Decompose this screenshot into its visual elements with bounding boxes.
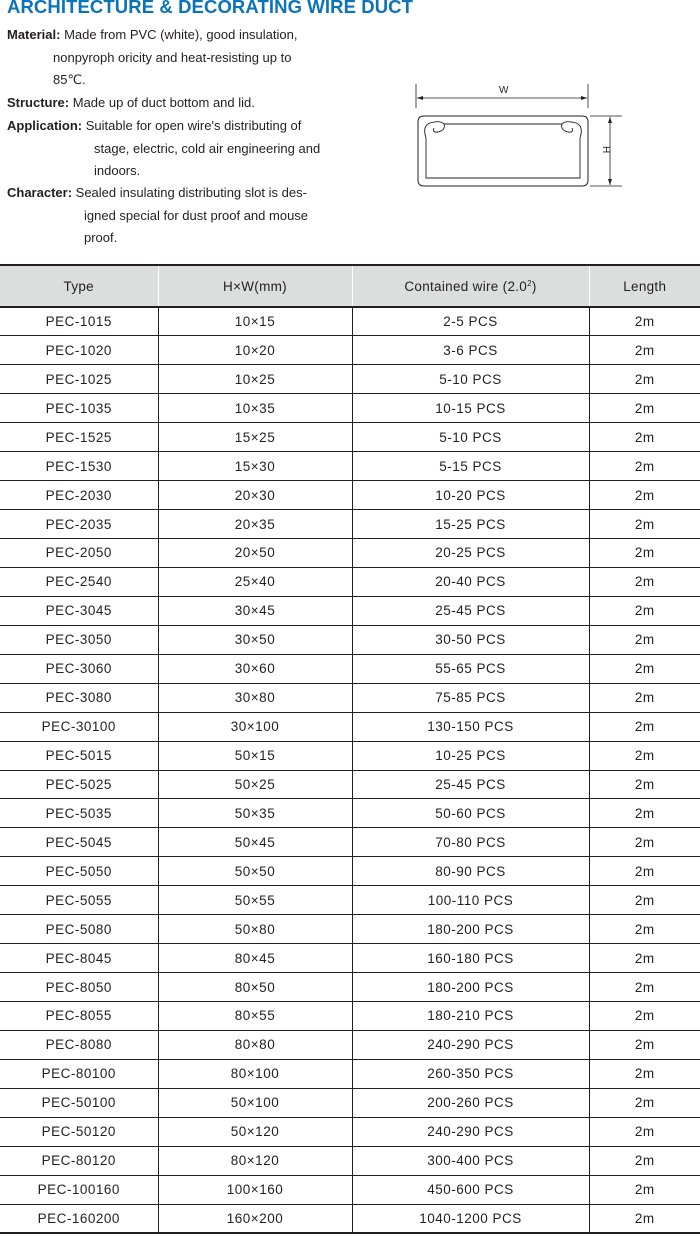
cell-length: 2m [589, 683, 700, 712]
cell-contained-wire: 5-10 PCS [352, 423, 589, 452]
cell-type: PEC-5015 [0, 741, 158, 770]
table-row [0, 596, 700, 625]
cell-contained-wire: 5-15 PCS [352, 452, 589, 481]
spec-character-label: Character: [7, 185, 73, 200]
spec-application-line-1: Suitable for open wire's distributing of [85, 118, 302, 133]
cell-contained-wire: 1040-1200 PCS [352, 1204, 589, 1233]
cell-contained-wire: 25-45 PCS [352, 596, 589, 625]
table-row [0, 1088, 700, 1117]
cell-length: 2m [589, 307, 700, 336]
cell-type: PEC-5035 [0, 799, 158, 828]
spec-application-line-3: indoors. [94, 163, 141, 178]
spec-character-line-2: igned special for dust proof and mouse [84, 207, 309, 223]
cell-contained-wire: 300-400 PCS [352, 1146, 589, 1175]
cell-contained-wire: 3-6 PCS [352, 336, 589, 365]
cell-type: PEC-5050 [0, 857, 158, 886]
table-row [0, 567, 700, 596]
cell-hw: 30×60 [158, 654, 352, 683]
cell-type: PEC-50100 [0, 1088, 158, 1117]
cell-hw: 80×50 [158, 973, 352, 1002]
cell-type: PEC-3080 [0, 683, 158, 712]
table-body [0, 307, 700, 1233]
table-row [0, 1175, 700, 1204]
cell-length: 2m [589, 625, 700, 654]
cell-length: 2m [589, 539, 700, 568]
cell-type: PEC-1020 [0, 336, 158, 365]
cell-type: PEC-3060 [0, 654, 158, 683]
cell-type: PEC-3045 [0, 596, 158, 625]
cell-hw: 50×55 [158, 886, 352, 915]
cell-length: 2m [589, 596, 700, 625]
cell-type: PEC-1035 [0, 394, 158, 423]
cell-contained-wire: 180-200 PCS [352, 915, 589, 944]
table-row [0, 1146, 700, 1175]
table-row [0, 944, 700, 973]
spec-material-line-1: Made from PVC (white), good insulation, [64, 27, 298, 42]
spec-material-line-2: nonpyroph oricity and heat-resisting up to [53, 49, 292, 65]
spec-structure [7, 92, 255, 115]
table-row [0, 394, 700, 423]
cell-type: PEC-2540 [0, 567, 158, 596]
table-row [0, 481, 700, 510]
spec-material [7, 24, 297, 92]
cell-contained-wire: 20-40 PCS [352, 567, 589, 596]
cell-hw: 25×40 [158, 567, 352, 596]
cell-length: 2m [589, 567, 700, 596]
cell-type: PEC-5025 [0, 770, 158, 799]
spec-application-line-2: stage, electric, cold air engineering and [94, 140, 321, 156]
cell-hw: 80×80 [158, 1030, 352, 1059]
table-row [0, 857, 700, 886]
cell-contained-wire: 10-25 PCS [352, 741, 589, 770]
cell-type: PEC-1525 [0, 423, 158, 452]
spec-character [7, 182, 308, 250]
cell-contained-wire: 450-600 PCS [352, 1175, 589, 1204]
page-title: ARCHITECTURE & DECORATING WIRE DUCT [7, 0, 414, 17]
table-header-row [0, 265, 700, 307]
table-row [0, 452, 700, 481]
cell-contained-wire: 160-180 PCS [352, 944, 589, 973]
cell-hw: 30×80 [158, 683, 352, 712]
spec-application [7, 115, 320, 183]
cell-hw: 160×200 [158, 1204, 352, 1233]
cell-type: PEC-8050 [0, 973, 158, 1002]
cell-contained-wire: 200-260 PCS [352, 1088, 589, 1117]
cell-length: 2m [589, 510, 700, 539]
cell-hw: 30×50 [158, 625, 352, 654]
cell-length: 2m [589, 394, 700, 423]
table-row [0, 1204, 700, 1233]
cell-length: 2m [589, 799, 700, 828]
table-row [0, 683, 700, 712]
spec-character-line-1: Sealed insulating distributing slot is des- [75, 185, 307, 200]
table-row [0, 654, 700, 683]
cell-length: 2m [589, 1002, 700, 1031]
cell-type: PEC-1025 [0, 365, 158, 394]
spec-structure-label: Structure: [7, 95, 70, 110]
cell-contained-wire: 10-20 PCS [352, 481, 589, 510]
cell-hw: 15×30 [158, 452, 352, 481]
spec-character-line-3: proof. [84, 230, 118, 245]
cell-hw: 30×45 [158, 596, 352, 625]
cell-contained-wire: 5-10 PCS [352, 365, 589, 394]
cell-type: PEC-1015 [0, 307, 158, 336]
cell-type: PEC-5045 [0, 828, 158, 857]
cell-length: 2m [589, 423, 700, 452]
cell-hw: 20×30 [158, 481, 352, 510]
table-row [0, 799, 700, 828]
cell-hw: 30×100 [158, 712, 352, 741]
cell-length: 2m [589, 828, 700, 857]
cell-length: 2m [589, 1059, 700, 1088]
cell-contained-wire: 130-150 PCS [352, 712, 589, 741]
cell-length: 2m [589, 944, 700, 973]
cell-hw: 10×15 [158, 307, 352, 336]
cell-hw: 50×100 [158, 1088, 352, 1117]
table-row [0, 1117, 700, 1146]
cell-type: PEC-100160 [0, 1175, 158, 1204]
duct-cross-section-diagram [404, 78, 626, 190]
cell-type: PEC-8055 [0, 1002, 158, 1031]
cell-type: PEC-30100 [0, 712, 158, 741]
table-row [0, 1030, 700, 1059]
cell-hw: 20×50 [158, 539, 352, 568]
cell-type: PEC-1530 [0, 452, 158, 481]
table-row [0, 423, 700, 452]
cell-length: 2m [589, 1175, 700, 1204]
cell-contained-wire: 30-50 PCS [352, 625, 589, 654]
cell-type: PEC-50120 [0, 1117, 158, 1146]
cell-length: 2m [589, 857, 700, 886]
cell-hw: 80×100 [158, 1059, 352, 1088]
table-row [0, 365, 700, 394]
cell-hw: 50×120 [158, 1117, 352, 1146]
cell-type: PEC-160200 [0, 1204, 158, 1233]
cell-contained-wire: 260-350 PCS [352, 1059, 589, 1088]
spec-material-label: Material: [7, 27, 61, 42]
cell-type: PEC-5055 [0, 886, 158, 915]
specification-table [0, 264, 700, 1234]
cell-hw: 80×120 [158, 1146, 352, 1175]
cell-length: 2m [589, 915, 700, 944]
cell-hw: 10×25 [158, 365, 352, 394]
cell-contained-wire: 240-290 PCS [352, 1030, 589, 1059]
cell-hw: 20×35 [158, 510, 352, 539]
cell-length: 2m [589, 1146, 700, 1175]
cell-length: 2m [589, 886, 700, 915]
table-row [0, 770, 700, 799]
cell-contained-wire: 2-5 PCS [352, 307, 589, 336]
header-type: Type [0, 265, 158, 307]
cell-contained-wire: 10-15 PCS [352, 394, 589, 423]
cell-contained-wire: 70-80 PCS [352, 828, 589, 857]
cell-type: PEC-2030 [0, 481, 158, 510]
cell-contained-wire: 80-90 PCS [352, 857, 589, 886]
cell-hw: 10×35 [158, 394, 352, 423]
cell-length: 2m [589, 741, 700, 770]
cell-length: 2m [589, 1204, 700, 1233]
cell-type: PEC-80120 [0, 1146, 158, 1175]
cell-contained-wire: 100-110 PCS [352, 886, 589, 915]
cell-length: 2m [589, 365, 700, 394]
cell-contained-wire: 75-85 PCS [352, 683, 589, 712]
cell-contained-wire: 180-210 PCS [352, 1002, 589, 1031]
cell-contained-wire: 55-65 PCS [352, 654, 589, 683]
cell-hw: 50×25 [158, 770, 352, 799]
header-contained-wire [352, 265, 589, 307]
spec-structure-line-1: Made up of duct bottom and lid. [72, 95, 255, 110]
header-wire-superscript: 2 [527, 278, 532, 288]
table-row [0, 828, 700, 857]
cell-hw: 50×80 [158, 915, 352, 944]
cell-length: 2m [589, 1117, 700, 1146]
table-row [0, 336, 700, 365]
cell-type: PEC-2035 [0, 510, 158, 539]
cell-type: PEC-8080 [0, 1030, 158, 1059]
table-row [0, 712, 700, 741]
table-row [0, 510, 700, 539]
cell-type: PEC-3050 [0, 625, 158, 654]
table-row [0, 1059, 700, 1088]
cell-hw: 100×160 [158, 1175, 352, 1204]
cell-length: 2m [589, 770, 700, 799]
table-row [0, 625, 700, 654]
table-row [0, 539, 700, 568]
spec-material-line-3: 85℃. [53, 72, 86, 87]
cell-contained-wire: 25-45 PCS [352, 770, 589, 799]
cell-hw: 50×45 [158, 828, 352, 857]
header-wire-end: ) [531, 278, 537, 294]
cell-length: 2m [589, 481, 700, 510]
cell-contained-wire: 15-25 PCS [352, 510, 589, 539]
cell-hw: 80×55 [158, 1002, 352, 1031]
diagram-height-label: H [600, 146, 611, 154]
cell-contained-wire: 20-25 PCS [352, 539, 589, 568]
table-row [0, 307, 700, 336]
cell-type: PEC-8045 [0, 944, 158, 973]
cell-type: PEC-80100 [0, 1059, 158, 1088]
cell-hw: 10×20 [158, 336, 352, 365]
cell-length: 2m [589, 336, 700, 365]
cell-contained-wire: 50-60 PCS [352, 799, 589, 828]
cell-hw: 15×25 [158, 423, 352, 452]
cell-length: 2m [589, 1088, 700, 1117]
cell-type: PEC-5080 [0, 915, 158, 944]
table-row [0, 1002, 700, 1031]
cell-length: 2m [589, 452, 700, 481]
cell-length: 2m [589, 973, 700, 1002]
cell-type: PEC-2050 [0, 539, 158, 568]
spec-application-label: Application: [7, 118, 83, 133]
header-length: Length [589, 265, 700, 307]
table-row [0, 915, 700, 944]
cell-length: 2m [589, 712, 700, 741]
cell-hw: 50×35 [158, 799, 352, 828]
table-row [0, 886, 700, 915]
header-hw: H×W(mm) [158, 265, 352, 307]
table-row [0, 741, 700, 770]
diagram-width-label: W [499, 85, 509, 96]
cell-contained-wire: 180-200 PCS [352, 973, 589, 1002]
cell-hw: 50×15 [158, 741, 352, 770]
cell-hw: 50×50 [158, 857, 352, 886]
table-row [0, 973, 700, 1002]
cell-hw: 80×45 [158, 944, 352, 973]
cell-contained-wire: 240-290 PCS [352, 1117, 589, 1146]
cell-length: 2m [589, 1030, 700, 1059]
cell-length: 2m [589, 654, 700, 683]
header-wire-text: Contained wire (2.0 [404, 278, 528, 294]
